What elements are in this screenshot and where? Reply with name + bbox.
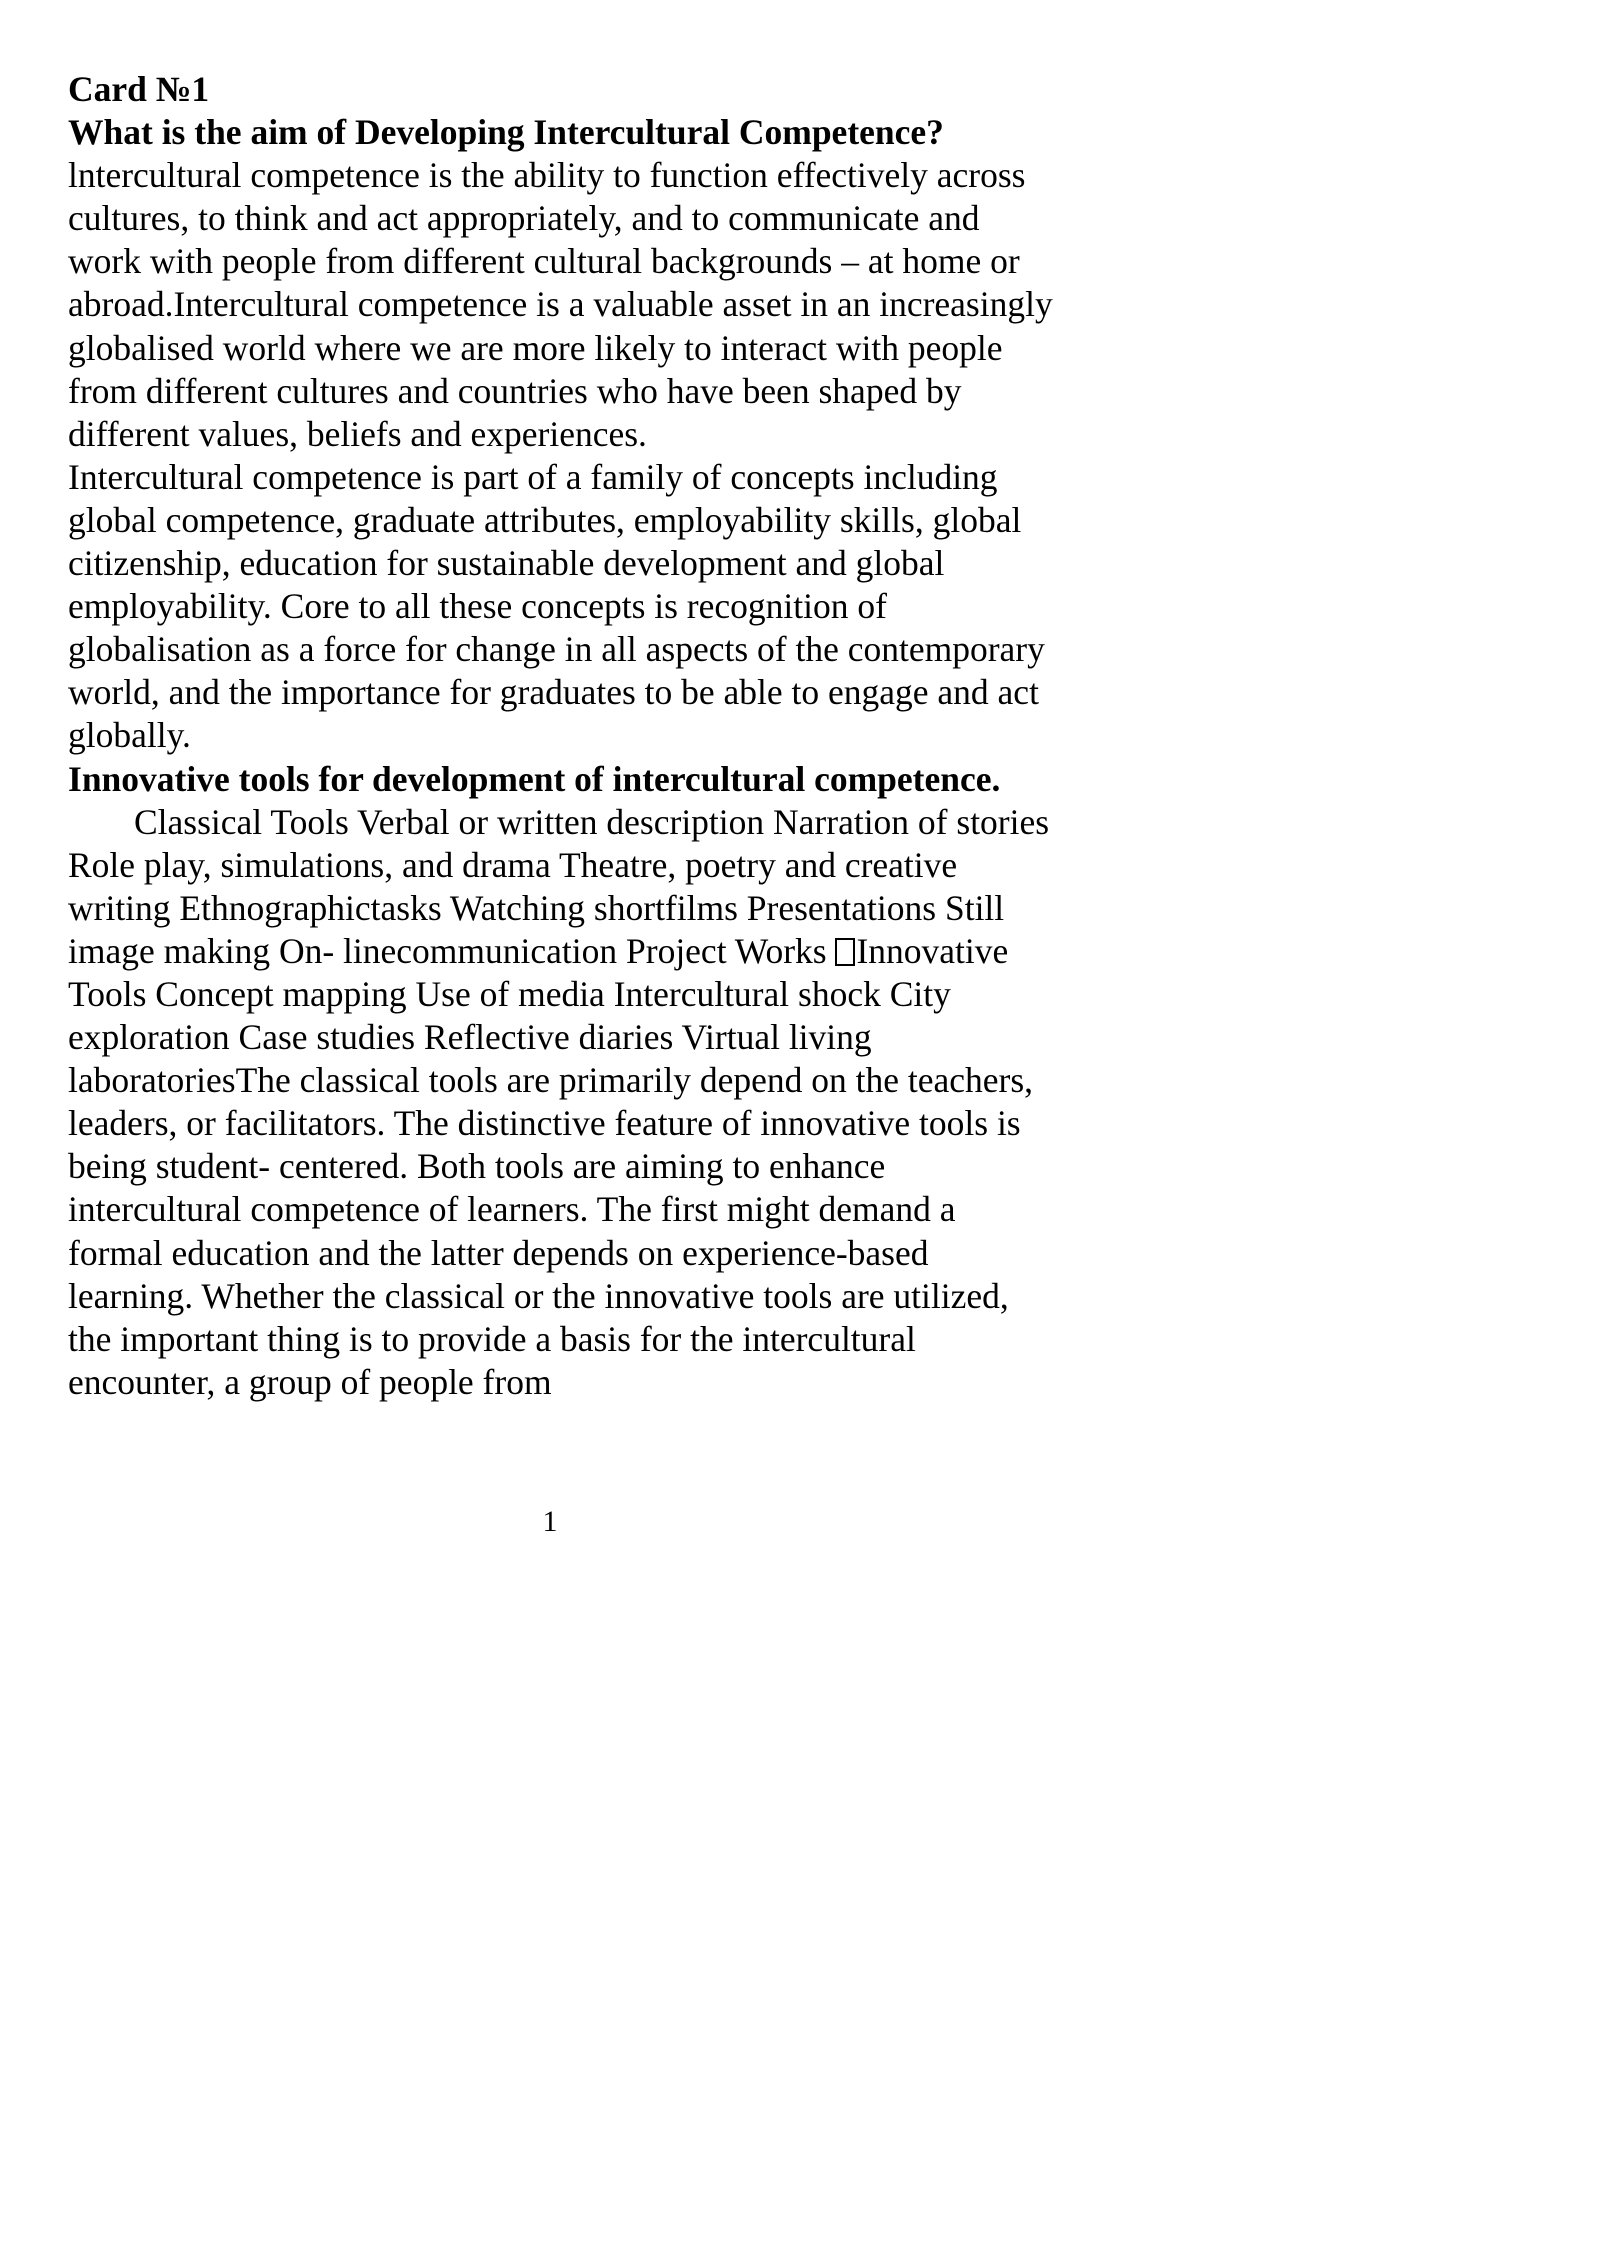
paragraph-definition: lntercultural competence is the ability to function effectively across cultures, to think and act appropriately, and to communicate and work with people from different cultural backgrounds – at home or abroad.Intercultural competence is a valuable asset in an increasingly globalised world where we are more likely to interact with people from different cultures and countries who have been shaped by different values, beliefs and experiences.	[68, 155, 1053, 454]
document-page	[68, 68, 1053, 1404]
paragraph-tools	[68, 801, 1053, 1404]
section-heading-innovative-tools: Innovative tools for development of intercultural competence.	[68, 758, 1001, 799]
page-number: 1	[542, 1505, 558, 1538]
section-heading-aim: What is the aim of Developing Intercultural Competence?	[68, 112, 944, 153]
paragraph-tools-part2: Innovative Tools Concept mapping Use of media Intercultural shock City exploration Case studies Reflective diaries Virtual living laboratoriesThe classical tools are primarily depend on the teachers, leaders, or facilitators. The distinctive feature of innovative tools is being student- centered. Both tools are aiming to enhance intercultural competence of learners. The first might demand a formal education and the latter depends on experience-based learning. Whether the classical or the innovative tools are utilized, the important thing is to provide a basis for the intercultural encounter, a group of people from	[68, 930, 1034, 1402]
paragraph-tools-part1: Classical Tools Verbal or written description Narration of stories Role play, simulations, and drama Theatre, poetry and creative writing Ethnographictasks Watching shortfilms Presentations Still image making On- linecommunication Project Works	[68, 801, 1050, 971]
missing-glyph-icon	[835, 938, 855, 966]
paragraph-family-of-concepts: Intercultural competence is part of a family of concepts including global competence, graduate attributes, employability skills, global citizenship, education for sustainable development and global employability. Core to all these concepts is recognition of globalisation as a force for change in all aspects of the contemporary world, and the importance for graduates to be able to engage and act globally.	[68, 456, 1045, 756]
card-number: Card №1	[68, 69, 210, 109]
